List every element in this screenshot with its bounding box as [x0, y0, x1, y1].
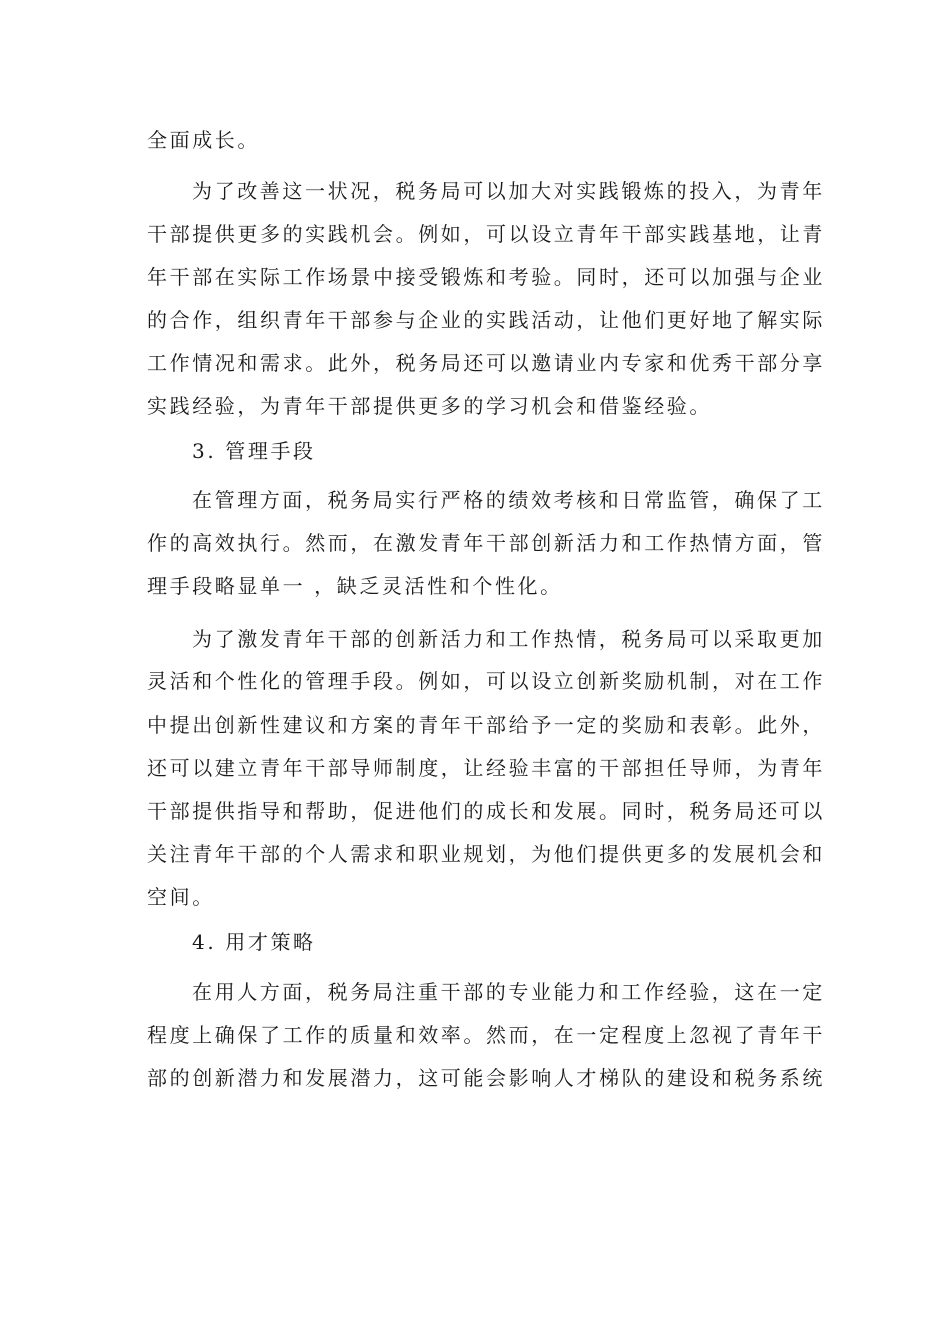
- paragraph-line: 理手段略显单一 ，缺乏灵活性和个性化。: [147, 574, 563, 598]
- paragraph-line: 中提出创新性建议和方案的青年干部给予一定的奖励和表彰。此外，: [147, 713, 825, 737]
- section-heading: 4. 用才策略: [192, 930, 316, 954]
- paragraph-line: 工作情况和需求。此外，税务局还可以邀请业内专家和优秀干部分享: [147, 351, 825, 375]
- paragraph-line: 为了激发青年干部的创新活力和工作热情，税务局可以采取更加: [192, 627, 825, 651]
- paragraph-line: 年干部在实际工作场景中接受锻炼和考验。同时，还可以加强与企业: [147, 265, 825, 289]
- paragraph-line: 空间。: [147, 885, 215, 909]
- paragraph-line: 实践经验，为青年干部提供更多的学习机会和借鉴经验。: [147, 394, 712, 418]
- paragraph-line: 灵活和个性化的管理手段。例如，可以设立创新奖励机制，对在工作: [147, 669, 825, 693]
- paragraph-line: 在管理方面，税务局实行严格的绩效考核和日常监管，确保了工: [192, 488, 825, 512]
- paragraph-line: 在用人方面，税务局注重干部的专业能力和工作经验，这在一定: [192, 980, 825, 1004]
- paragraph-line: 干部提供更多的实践机会。例如，可以设立青年干部实践基地，让青: [147, 222, 825, 246]
- paragraph-line: 全面成长。: [147, 128, 260, 152]
- paragraph-line: 干部提供指导和帮助，促进他们的成长和发展。同时，税务局还可以: [147, 799, 825, 823]
- paragraph-line: 为了改善这一状况，税务局可以加大对实践锻炼的投入，为青年: [192, 179, 825, 203]
- paragraph-line: 作的高效执行。然而，在激发青年干部创新活力和工作热情方面，管: [147, 531, 825, 555]
- paragraph-line: 的合作，组织青年干部参与企业的实践活动，让他们更好地了解实际: [147, 308, 825, 332]
- paragraph-line: 关注青年干部的个人需求和职业规划，为他们提供更多的发展机会和: [147, 842, 825, 866]
- paragraph-line: 程度上确保了工作的质量和效率。然而，在一定程度上忽视了青年干: [147, 1023, 825, 1047]
- paragraph-line: 部的创新潜力和发展潜力，这可能会影响人才梯队的建设和税务系统: [147, 1066, 825, 1090]
- section-heading: 3. 管理手段: [192, 439, 316, 463]
- paragraph-line: 还可以建立青年干部导师制度，让经验丰富的干部担任导师，为青年: [147, 756, 825, 780]
